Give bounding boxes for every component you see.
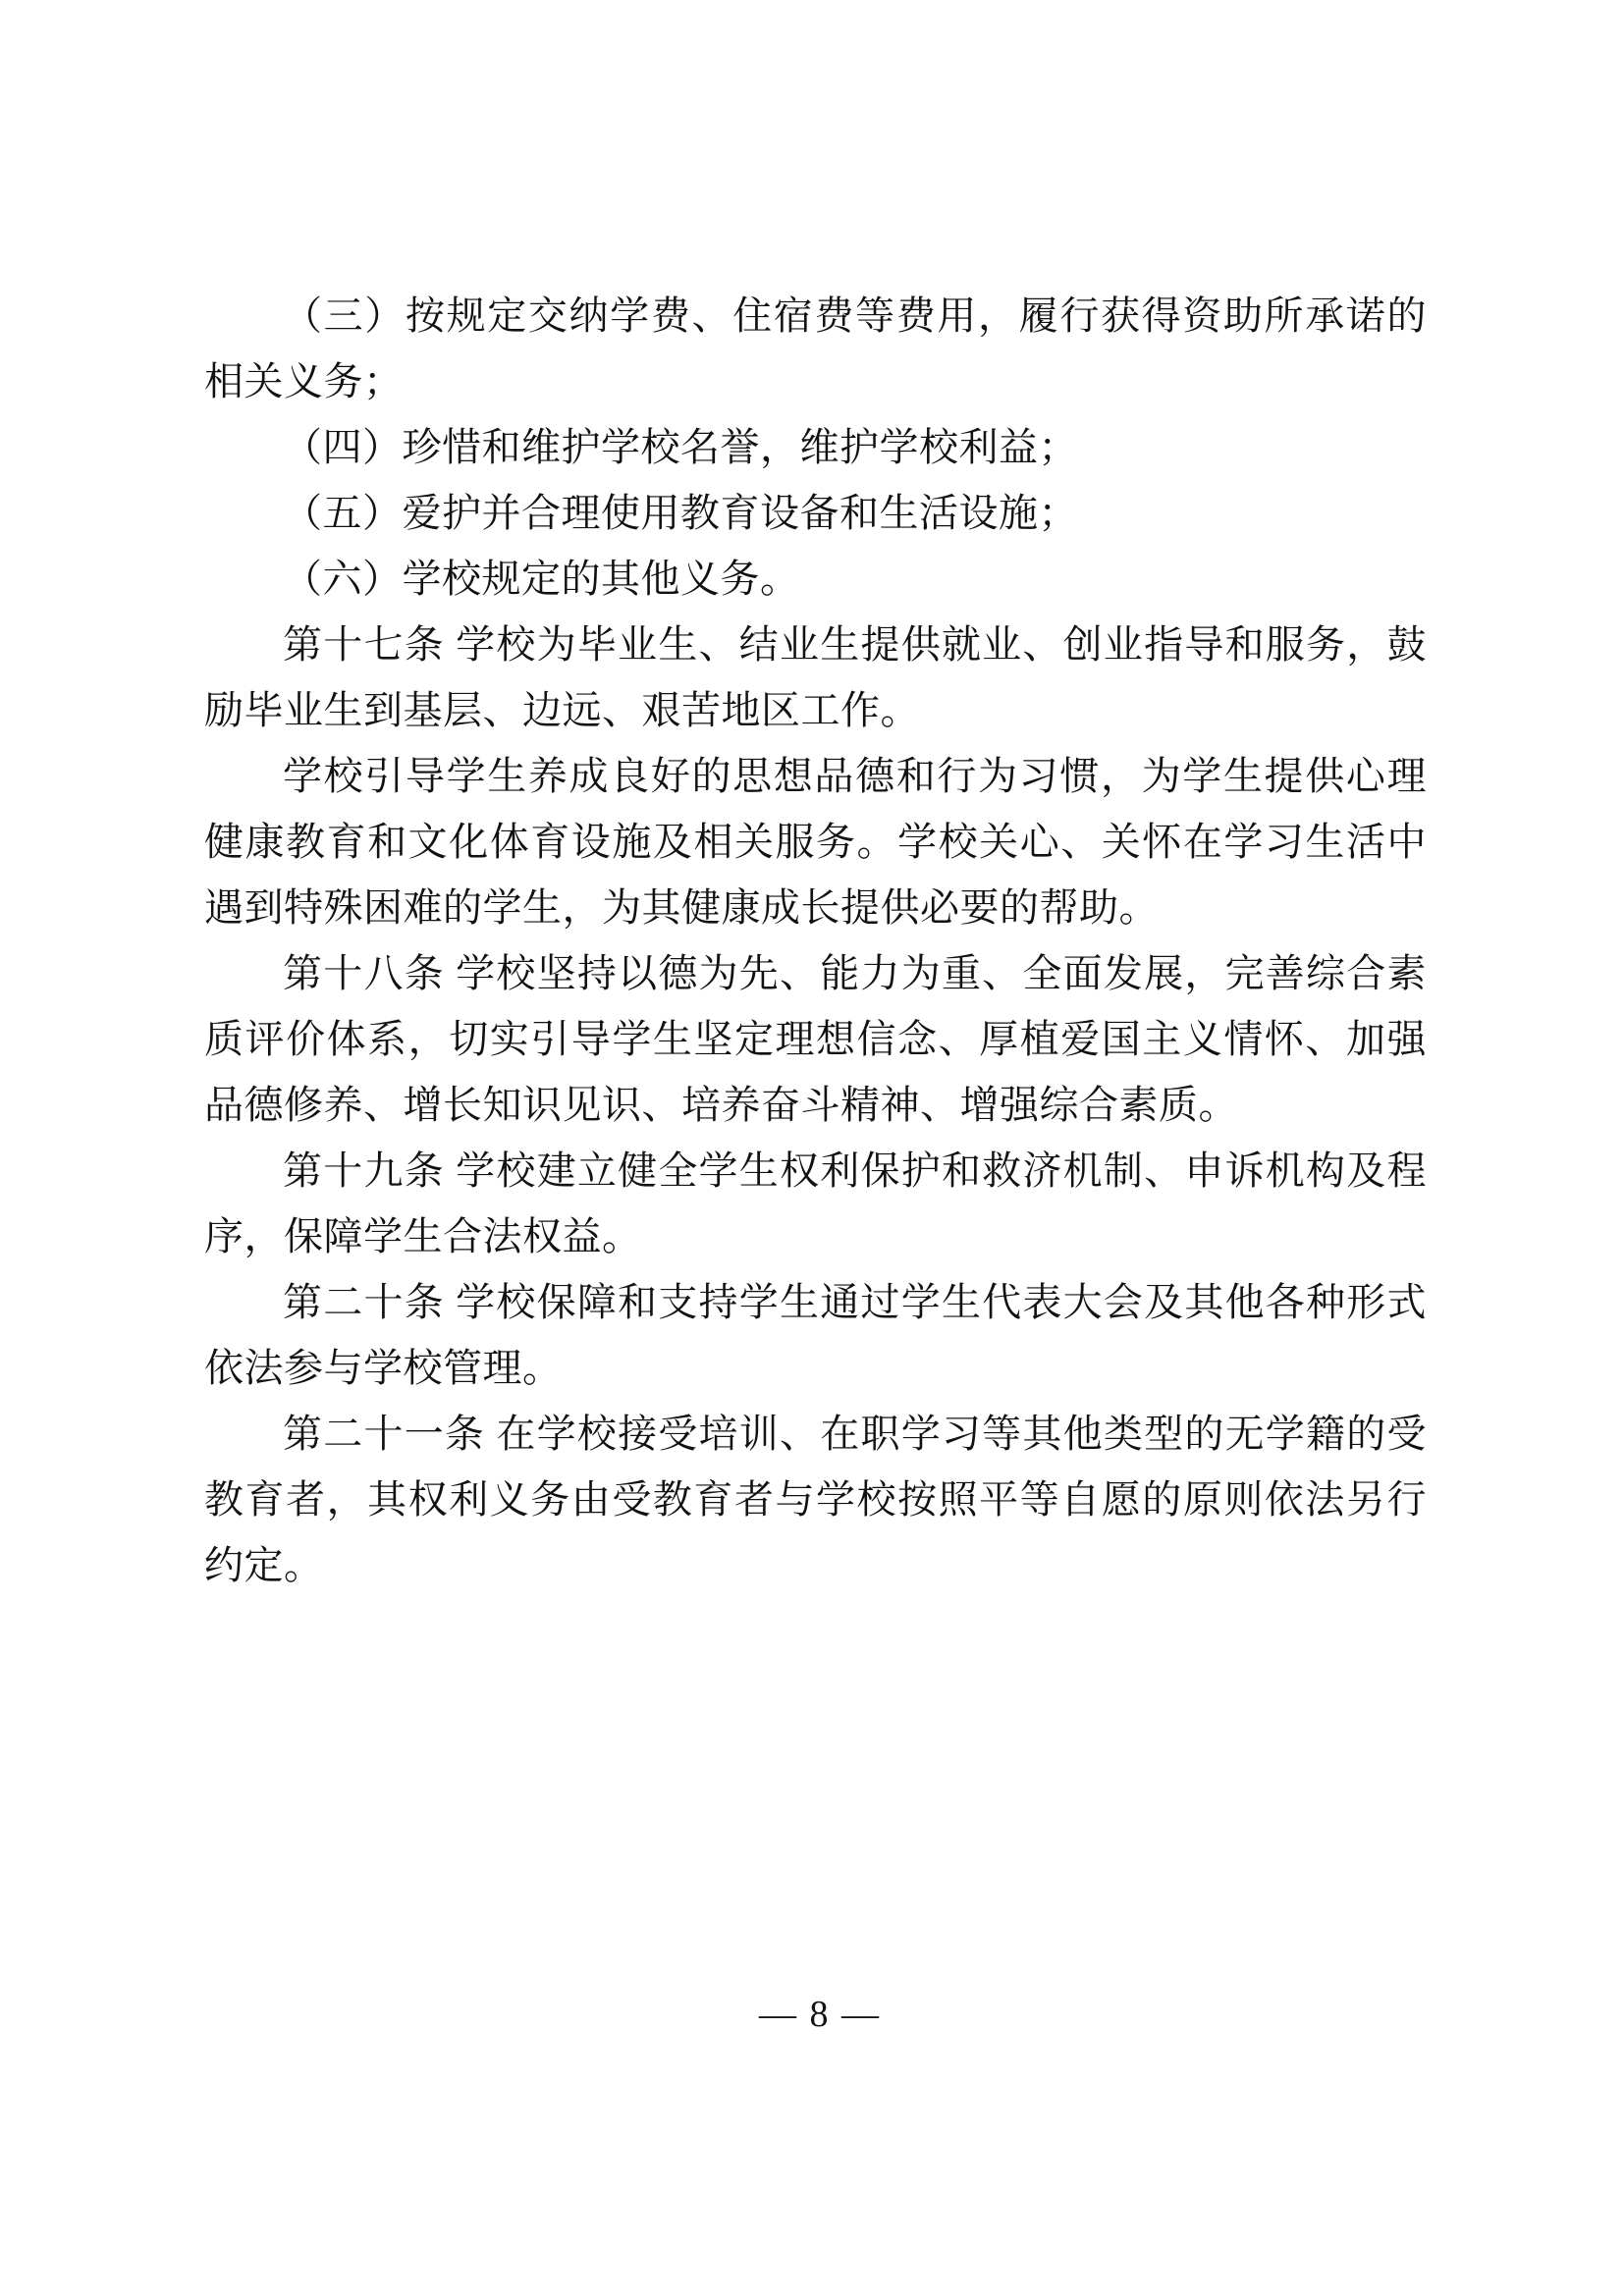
- paragraph-article-17: 第十七条 学校为毕业生、结业生提供就业、创业指导和服务，鼓励毕业生到基层、边远、艰苦地区工作。: [204, 622, 1427, 732]
- paragraph-item-5: （五）爱护并合理使用教育设备和生活设施；: [283, 491, 1078, 535]
- paragraph-article-21: 第二十一条 在学校接受培训、在职学习等其他类型的无学籍的受教育者，其权利义务由受教育者与学校按照平等自愿的原则依法另行约定。: [204, 1412, 1427, 1587]
- paragraph-item-3: （三）按规定交纳学费、住宿费等费用，履行获得资助所承诺的相关义务；: [204, 294, 1427, 403]
- page-number: [0, 1993, 1624, 2036]
- page-number-label: — 8 —: [759, 1994, 881, 2035]
- paragraph-article-17-continued: 学校引导学生养成良好的思想品德和行为习惯，为学生提供心理健康教育和文化体育设施及相关服务。学校关心、关怀在学习生活中遇到特殊困难的学生，为其健康成长提供必要的帮助。: [204, 754, 1427, 930]
- paragraph-article-19: 第十九条 学校建立健全学生权利保护和救济机制、申诉机构及程序，保障学生合法权益。: [204, 1148, 1427, 1258]
- paragraph-item-6: （六）学校规定的其他义务。: [283, 557, 800, 601]
- paragraph-item-4: （四）珍惜和维护学校名誉，维护学校利益；: [283, 425, 1078, 469]
- paragraph-article-20: 第二十条 学校保障和支持学生通过学生代表大会及其他各种形式依法参与学校管理。: [204, 1280, 1427, 1390]
- paragraph-article-18: 第十八条 学校坚持以德为先、能力为重、全面发展，完善综合素质评价体系，切实引导学生坚定理想信念、厚植爱国主义情怀、加强品德修养、增长知识见识、培养奋斗精神、增强综合素质。: [204, 951, 1427, 1127]
- document-body: [204, 283, 1427, 1598]
